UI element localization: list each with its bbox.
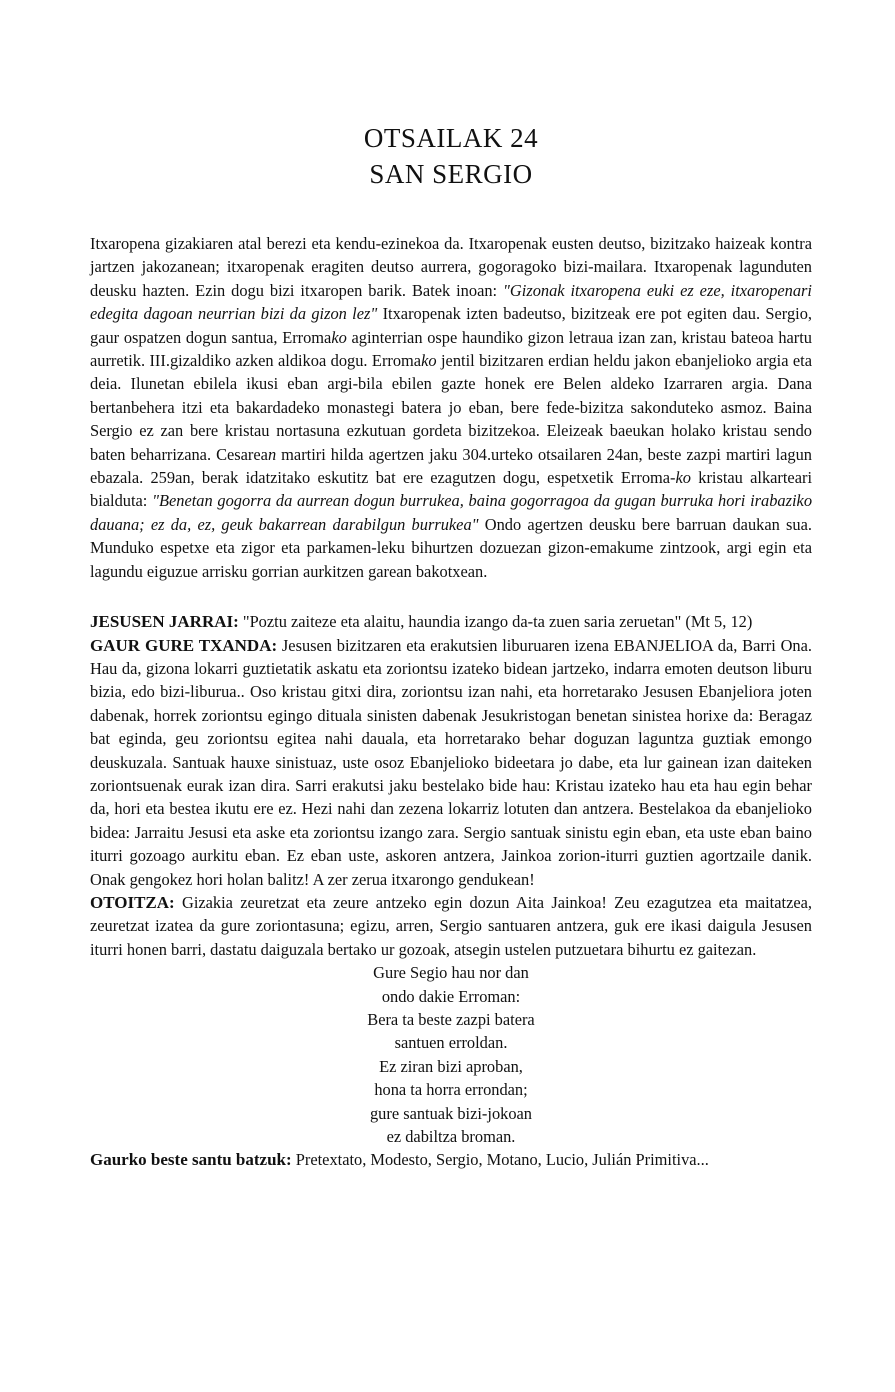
gaurko-text: Pretextato, Modesto, Sergio, Motano, Lucio, Julián Primitiva... xyxy=(291,1150,709,1170)
gaur-text: Jesusen bizitzaren eta erakutsien liburuaren izena EBANJELIOA da, Barri Ona. Hau da, gizona lokarri guztietatik askatu eta zoriontsu izateko bidean jartzeko, indarra emoten deutson liburu bizia, edo bizi-liburua.. Oso kristau gitxi dira, zoriontsu izan nahi, eta horretarako Jesusen Ebanjeliora joten dabenak, horrek zoriontsu egingo dituala sinisten dabenak Jesukristogan benetan sinistea horixe da: Beragaz bat eginda, geu zoriontsu egitea nahi dauala, eta horretarako behar doguzan laguntza guztiak emongo deuskuzala. Santuak hauxe sinistuaz, uste osoz Ebanjelioko bideetara jo dabe, eta lur gainean izan daiteken zoriontsuenak eurak izan dira. Sarri erakutsi jaku bestelako bide hau: Kristau izateko hau eta hau egin behar da, hori eta bestea ikutu ere ez. Hezi nahi dan zezena lokarriz lotuten dan antzera. Bestelakoa da ebanjelioko bidea: Jarraitu Jesusi eta aske eta zoriontsu izango zara. Sergio santuak sinistu egin eban, eta uste eban baino iturri gozoago aurkitu eban. Ez eban uste, askoren antzera, Jainkoa zorion-iturri guztien agortzaile danik. Onak gengokez hori holan balitz! A zer zerua itxarongo gendukean! xyxy=(90,635,813,889)
poem-line: Gure Segio hau nor dan xyxy=(373,963,529,983)
intro-text-3: aginterrian ospe haundiko gizon letraua izan zan, kristau bateoa hartu aurretik. III.gizaldiko azken aldikoa dogu. Erroma xyxy=(90,327,812,371)
gaurko-section xyxy=(90,1148,812,1171)
jesusen-label: JESUSEN JARRAI: xyxy=(90,612,239,632)
poem-line: gure santuak bizi-jokoan xyxy=(369,1103,533,1123)
poem-line: Bera ta beste zazpi batera xyxy=(367,1010,535,1029)
poem-line: hona ta horra errondan; xyxy=(374,1080,528,1100)
otoitza-text: Gizakia zeuretzat eta zeure antzeko egin dozun Aita Jainkoa! Zeu ezagutzea eta maitatzea, zeuretzat izatea da gure zoriontasuna; egizu, arren, Sergio santuaren antzera, guk ere ikasi daigula Jesusen iturri honen barri, dastatu daiguzala bertako ur gozoak, atsegin ustelen putzuetara bihurtu ez gaitezan. xyxy=(90,892,812,959)
jesusen-text: "Poztu zaiteze eta alaitu, haundia izango da-ta zuen saria zeruetan" (Mt 5, 12) xyxy=(238,612,753,632)
otoitza-section xyxy=(90,891,812,961)
intro-quote-1: "Gizonak itxaropena euki ez eze, itxaropenari edegita dagoan neurrian bizi da gizon lez" xyxy=(90,280,812,324)
poem-line: Ez ziran bizi aproban, xyxy=(379,1056,523,1076)
intro-text-1: Itxaropena gizakiaren atal berezi eta kendu-ezinekoa da. Itxaropenak eusten deutso, bizitzako haizeak kontra jartzen jakozanean; itxaropenak eragiten deutso aurrera, gogoragoko bizi-mailara. Itxaropenak lagunduten deusku hazten. Ezin dogu bizi itxaropen barik. Batek inoan: xyxy=(90,234,812,300)
intro-text-5: martiri hilda agertzen jaku 304.urteko otsailaren 24an, beste zazpi martiri lagun ebazala. 259an, berak idatzitako eskutitz bat ere ezagutzen dogu, espetxetik Erroma- xyxy=(90,444,813,488)
intro-suffix-2: ko xyxy=(421,351,437,371)
poem-line: ez dabiltza broman. xyxy=(386,1127,516,1147)
intro-text-6: kristau alkarteari bialduta: xyxy=(90,468,812,511)
intro-paragraph xyxy=(90,232,812,583)
gaur-section xyxy=(90,634,812,891)
intro-suffix-1: ko xyxy=(331,327,347,347)
intro-suffix-3: n xyxy=(267,444,277,464)
gaur-label: GAUR GURE TXANDA: xyxy=(90,635,278,655)
page xyxy=(90,120,812,1172)
otoitza-label: OTOITZA: xyxy=(90,892,175,912)
intro-text-4: jentil bizitzaren erdian heldu jakon ebanjelioko argia eta deia. Ilunetan ebilela ikusi eban argi-bila ebilen gazte honek ere Belen aldeko Izarraren argia. Dana bertanbehera itzi eta bakardadeko monastegi batera jo eban, bere fede-bizitza sakonduteko asmoz. Baina Sergio ez zan bere kristau nortasuna ezkutuan gordeta bizitzekoa. Eleizeak baeukan holako kristau sendo baten beharrizana. Cesarea xyxy=(90,351,812,464)
intro-text-7: Ondo agertzen deusku bere barruan daukan sua. Munduko espetxe eta zigor eta parkamen-leku bihurtzen dozuezan gizon-emakume zintzook, argi egin eta lagundu eiguzue arrisku gorrian aurkitzen garean bakotxean. xyxy=(90,514,812,581)
poem-line: santuen erroldan. xyxy=(394,1033,508,1053)
poem xyxy=(90,961,812,1148)
page-title xyxy=(90,120,812,192)
title-date: OTSAILAK 24 xyxy=(363,123,539,153)
intro-suffix-4: ko xyxy=(675,468,691,488)
jesusen-section xyxy=(90,610,812,633)
intro-quote-2: "Benetan gogorra da aurrean dogun burrukea, baina gogorragoa da gugan burruka hori irabaziko dauana; ez da, ez, geuk bakarrean darabilgun burrukea" xyxy=(90,491,813,534)
poem-line: ondo dakie Erroman: xyxy=(381,986,521,1006)
gaurko-label: Gaurko beste santu batzuk: xyxy=(90,1150,292,1170)
title-saint: SAN SERGIO xyxy=(369,159,533,189)
intro-text-2: Itxaropenak izten badeutso, bizitzeak ere pot egiten dau. Sergio, gaur ospatzen dogun santua, Erroma xyxy=(90,304,812,347)
